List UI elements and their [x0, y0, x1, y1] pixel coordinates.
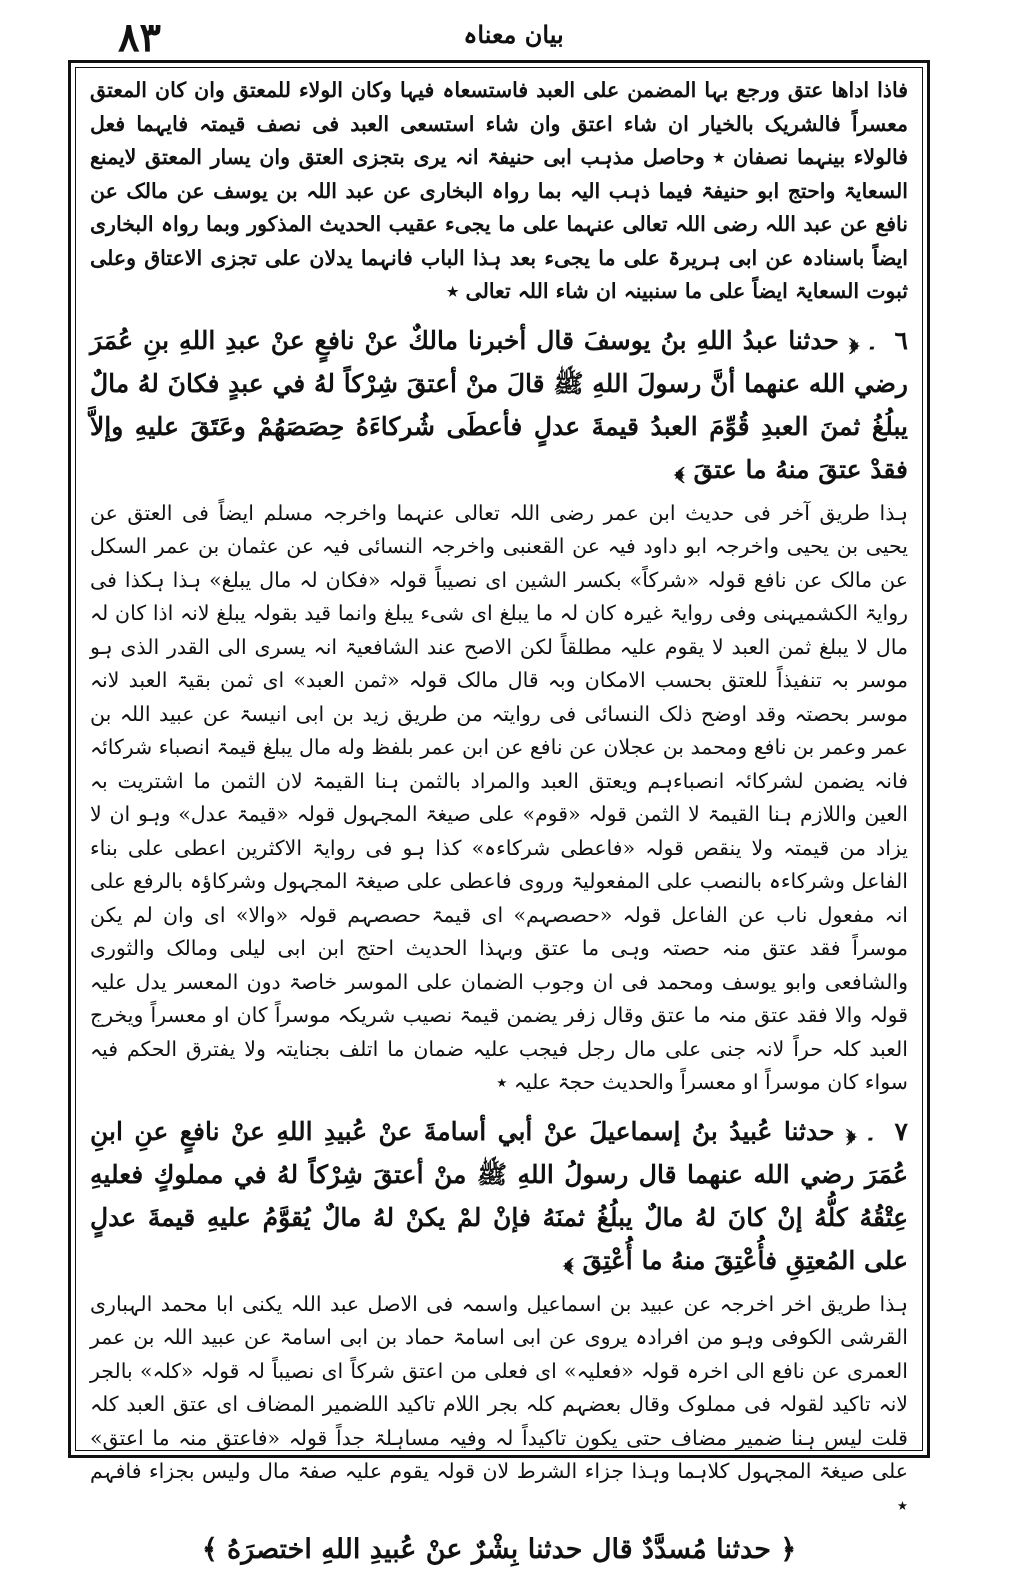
- hadith-7: [90, 1110, 908, 1282]
- commentary-paragraph-2: ہذا طریق آخر فی حدیث ابن عمر رضی اللہ تعالی عنہما واخرجہ مسلم ایضاً فی العتق عن یحیی بن یحیی واخرجہ ابو داود فیہ عن القعنبی واخرجہ النسائی فیہ عن عثمان بن عمر السکل عن مالک عن نافع قولہ «شرکاً» بکسر الشین ای نصیباً قولہ «فکان لہ مال یبلغ» ہذا ہکذا فی روایۃ الکشمیہنی وفی روایۃ غیرہ کان لہ ما یبلغ ای شیء یبلغ وانما قید بقولہ یبلغ لانہ اذا کان لہ مال لا یبلغ ثمن العبد لا یقوم علیہ مطلقاً لکن الاصح عند الشافعیۃ انہ یسری الی القدر الذی ہو موسر بہ تنفیذاً للعتق بحسب الامکان وبہ قال مالک قولہ «ثمن العبد» ای ثمن بقیۃ العبد لانہ موسر بحصتہ وقد اوضح ذلک النسائی فی روایتہ من طریق زید بن ابی انیسۃ عن عبید اللہ بن عمر وعمر بن نافع ومحمد بن عجلان عن نافع عن ابن عمر بلفظ وله مال یبلغ قیمۃ انصباء شرکائہ فانہ یضمن لشرکائہ انصباءہم ویعتق العبد والمراد بالثمن ہنا القیمۃ لان الثمن ما اشتریت بہ العین واللازم ہنا القیمۃ لا الثمن قولہ «قوم» علی صیغۃ المجہول قولہ «قیمۃ عدل» وہو ان لا یزاد من قیمتہ ولا ینقص قولہ «فاعطی شرکاءہ» کذا ہو فی روایۃ الاکثرین اعطی علی بناء الفاعل وشرکاءہ بالنصب علی المفعولیۃ وروی فاعطی علی صیغۃ المجہول وشرکاؤہ بالرفع علی انہ مفعول ناب عن الفاعل قولہ «حصصہم» ای قیمۃ حصصہم قولہ «والا» ای وان لم یکن موسراً فقد عتق منہ حصتہ وہی ما عتق وبہذا الحدیث احتج ابن ابی لیلی ومالک والثوری والشافعی وابو یوسف ومحمد فی ان وجوب الضمان علی الموسر خاصۃ دون المعسر یدل علیہ قولہ والا فقد عتق منہ ما عتق وقال زفر یضمن قیمۃ نصیب شریکہ موسراً کان او معسراً ویخرج العبد کلہ حراً لانہ جنی علی مال رجل فیجب علیہ ضمان ما اتلف بجنایتہ ولا یفترق الحکم فیہ سواء کان موسراً او معسراً والحدیث حجۃ علیہ ٭: [90, 500, 908, 1094]
- hadith-6-number: ٦: [894, 325, 908, 355]
- hadith-7-text: ۔ ﴿ حدثنا عُبيدُ بنُ إسماعيلَ عنْ أبي أسامةَ عنْ عُبيدِ اللهِ عنْ نافعٍ عنِ ابنِ عُمَرَ رضي الله عنهما قال رسولُ اللهِ ﷺ منْ أعتقَ شِرْكاً لهُ في مملوكٍ فعليهِ عِتْقُهُ كلُّهُ إنْ كانَ لهُ مالٌ يبلُغُ ثمنَهُ فإنْ لمْ يكنْ لهُ مالٌ يُقوَّمُ عليهِ قيمةَ عدلٍ على المُعتِقِ فأُعْتِقَ منهُ ما أُعْتِقَ ﴾: [90, 1116, 908, 1275]
- commentary-paragraph-3: ہذا طریق اخر اخرجہ عن عبید بن اسماعیل واسمہ فی الاصل عبد اللہ یکنی ابا محمد الہباری القرشی الکوفی وہو من افرادہ یروی عن ابی اسامۃ حماد بن ابی اسامۃ عن عبید اللہ بن عمر العمری عن نافع الی اخرہ قولہ «فعلیہ» ای فعلی من اعتق شرکاً ای نصیباً لہ قولہ «کلہ» بالجر لانہ تاکید لقولہ فی مملوک وقال بعضہم کلہ بجر اللام تاکید اللضمیر المضاف ای عتق العبد کلہ قلت لیس ہنا ضمیر مضاف حتی یکون تاکیداً لہ وفیہ مساہلۃ جداً قولہ «فاعتق منہ ما اعتق» علی صیغۃ المجہول کلاہما وہذا جزاء الشرط لان قولہ یقوم علیہ صفۃ مال ولیس بجزاء فافہم ٭: [90, 1291, 908, 1517]
- page-header: [0, 0, 1027, 60]
- running-title: بیان معناہ: [463, 20, 564, 49]
- hadith-7-number: ٧: [894, 1116, 908, 1146]
- commentary-paragraph-1: فاذا اداھا عتق ورجع بہا المضمن علی العبد فاستسعاہ فیہا وکان الولاء للمعتق وان کان المعتق معسراً فالشریک بالخیار ان شاء اعتق وان شاء استسعی العبد فی نصف قیمتہ فایہما فعل فالولاء بینہما نصفان ٭ وحاصل مذہب ابی حنیفۃ انہ یری بتجزی العتق وان یسار المعتق لایمنع السعایۃ واحتج ابو حنیفۃ فیما ذہب الیہ بما رواہ البخاری عن عبد اللہ بن یوسف عن مالک عن نافع عن عبد اللہ رضی اللہ تعالی عنہما علی ما یجیء عقیب الحدیث المذکور وبما رواہ البخاری ایضاً باسنادہ عن ابی ہریرۃ علی ما یجیء بعد ہذا الباب فانہما یدلان علی تجزی الاعتاق وعلی ثبوت السعایۃ ایضاً علی ما سنبینہ ان شاء اللہ تعالی ٭: [90, 78, 908, 303]
- page-content: [90, 74, 908, 1574]
- page-number: ۸۳: [118, 14, 161, 61]
- text-frame-inner: [75, 67, 923, 1565]
- hadith-chain-line: ﴿ حدثنا مُسدَّدٌ قال حدثنا بِشْرٌ عنْ عُبيدِ اللهِ اختصرَهُ ﴾: [201, 1534, 797, 1565]
- hadith-6: [90, 319, 908, 491]
- hadith-6-text: ۔ ﴿ حدثنا عبدُ اللهِ بنُ يوسفَ قال أخبرنا مالكٌ عنْ نافعٍ عنْ عبدِ اللهِ بنِ عُمَرَ رضي الله عنهما أنَّ رسولَ اللهِ ﷺ قالَ منْ أعتقَ شِرْكاً لهُ في عبدٍ فكانَ لهُ مالٌ يبلُغُ ثمنَ العبدِ قُوِّمَ العبدُ قيمةَ عدلٍ فأعطَى شُركاءَهُ حِصَصَهُمْ وعَتَقَ عليهِ وإلاَّ فقدْ عتقَ منهُ ما عتقَ ﴾: [90, 325, 908, 484]
- text-frame: [68, 60, 930, 1565]
